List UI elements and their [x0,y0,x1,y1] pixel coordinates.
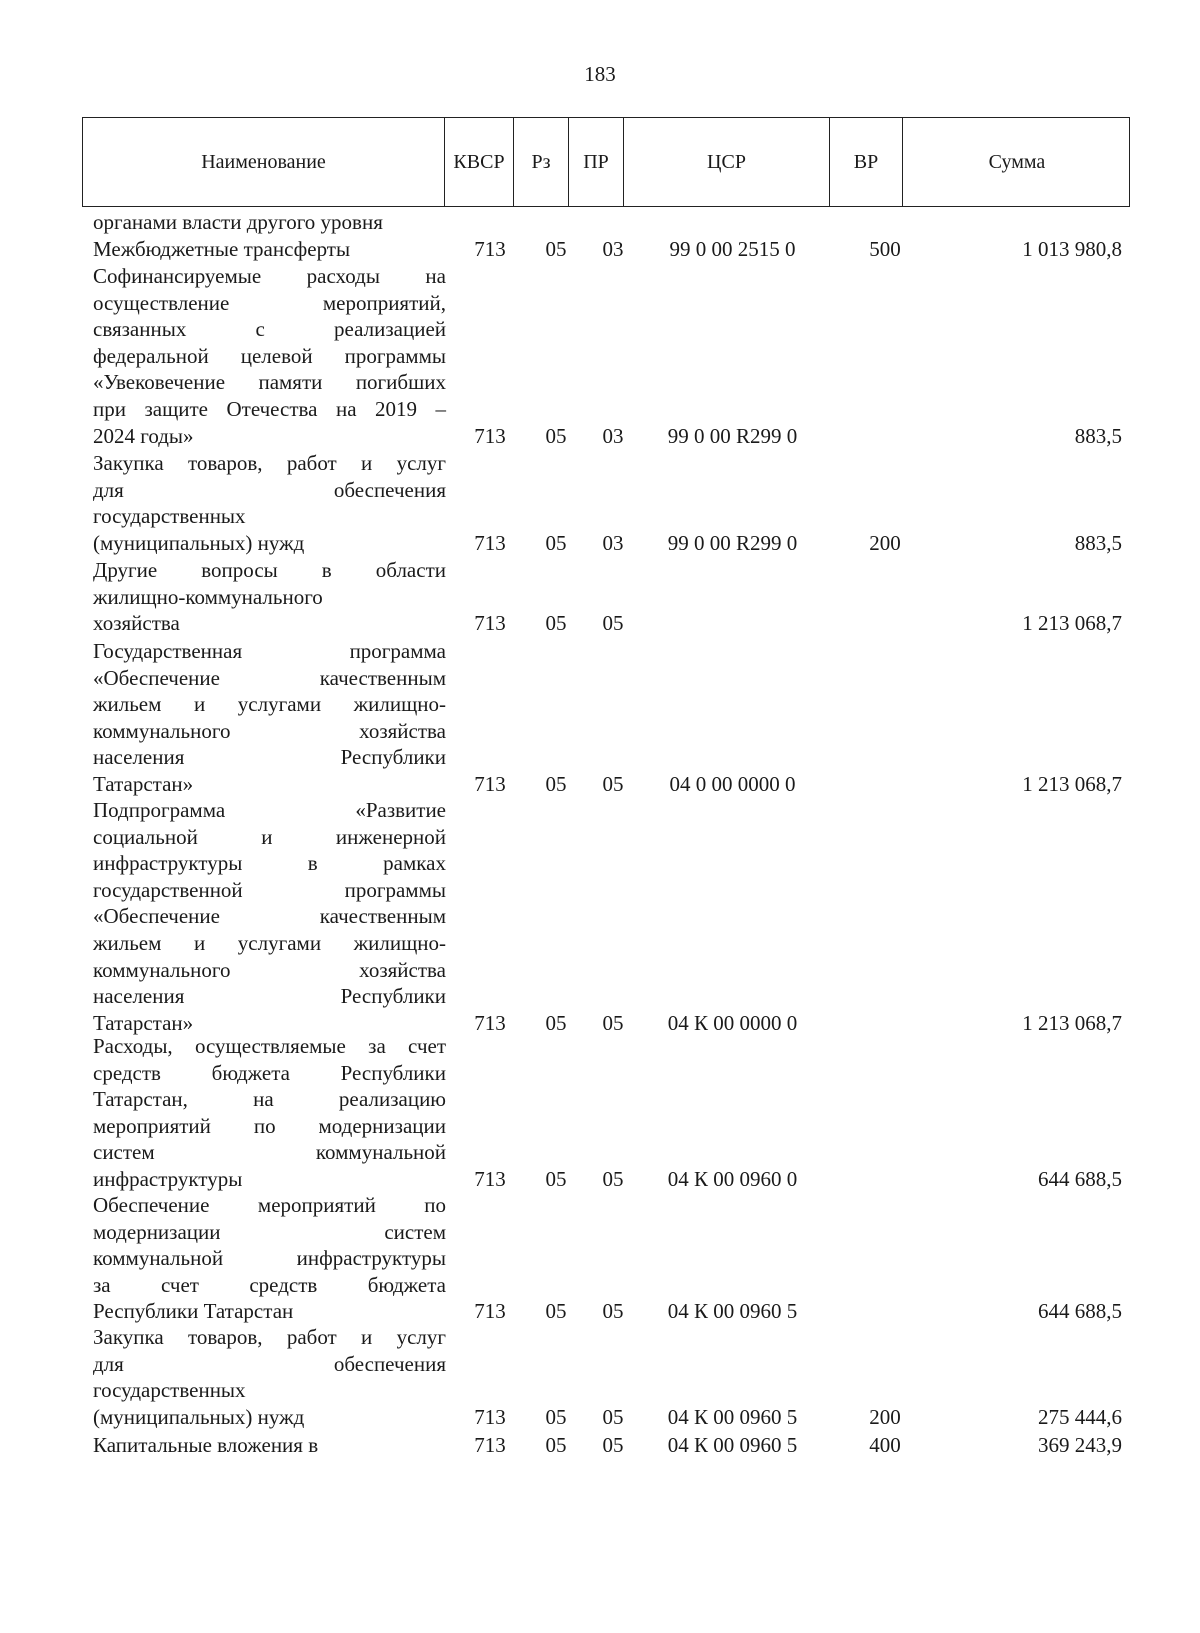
cell-kvsr: 713 [474,423,506,448]
cell-vr: 500 [869,237,901,261]
table-row [0,1192,1200,1325]
cell-csr: 04 К 00 0960 5 [667,1433,798,1457]
header-csr: ЦСР [623,118,829,206]
cell-vr: 200 [869,530,901,555]
row-name-line: жильем и услугами жилищно- [93,692,446,717]
page-number: 183 [584,62,616,86]
row-name-line: населения Республики [93,984,446,1009]
cell-pr: 05 [602,772,624,796]
row-name-line: социальной и инженерной [93,824,446,849]
cell-sum: 644 688,5 [1038,1167,1122,1191]
table-row [0,797,1200,1036]
row-name-line: Софинансируемые расходы на [93,264,446,288]
row-name-line: государственных [93,1378,246,1403]
table-row [0,638,1200,798]
table-row [0,263,1200,449]
cell-pr: 05 [602,611,624,636]
row-name [93,638,446,798]
row-name-line: Татарстан» [93,771,194,796]
row-name [93,1324,446,1430]
row-name-line: Республики Татарстан [93,1299,294,1324]
table-row [0,236,1200,263]
row-name-line: мероприятий по модернизации [93,1113,446,1138]
header-kvsr: КВСР [444,118,513,206]
header-name: Наименование [201,150,326,173]
row-name [93,1192,446,1325]
cell-sum: 1 213 068,7 [1022,611,1122,636]
cell-csr: 04 К 00 0960 5 [667,1404,798,1429]
row-name [93,557,446,637]
cell-csr: 04 0 00 0000 0 [669,772,796,796]
row-name-line: для обеспечения [93,1351,446,1376]
cell-kvsr: 713 [474,611,506,636]
cell-sum: 1 213 068,7 [1022,1010,1122,1035]
header-rz: Рз [513,118,568,206]
row-name [93,209,446,236]
cell-csr: 99 0 00 R299 0 [667,530,798,555]
row-name-line: Подпрограмма «Развитие [93,798,446,822]
cell-rz: 05 [545,423,567,448]
cell-pr: 03 [602,423,624,448]
cell-csr: 04 К 00 0960 0 [667,1167,798,1191]
cell-csr: 99 0 00 2515 0 [669,237,796,261]
cell-kvsr: 713 [474,237,506,261]
cell-rz: 05 [545,611,567,636]
cell-pr: 05 [602,1167,624,1191]
cell-kvsr: 713 [474,530,506,555]
row-name-line: жильем и услугами жилищно- [93,930,446,955]
cell-kvsr: 713 [474,1010,506,1035]
cell-sum: 883,5 [1074,423,1122,448]
table-header [82,117,1130,207]
row-name-line: средств бюджета Республики [93,1060,446,1085]
row-name-line: Межбюджетные трансферты [93,237,351,261]
table-row [0,209,1200,236]
row-name-line: (муниципальных) нужд [93,1404,305,1429]
row-name-line: 2024 годы» [93,423,194,448]
row-name [93,797,446,1036]
cell-rz: 05 [545,530,567,555]
cell-csr: 04 К 00 0000 0 [667,1010,798,1035]
cell-sum: 1 013 980,8 [1022,237,1122,261]
row-name-line: Капитальные вложения в [93,1433,319,1457]
cell-rz: 05 [545,1299,567,1324]
row-name [93,236,446,263]
row-name-line: Другие вопросы в области [93,558,446,582]
row-name-line: связанных с реализацией [93,317,446,342]
cell-sum: 883,5 [1074,530,1122,555]
row-name-line: Татарстан, на реализацию [93,1087,446,1112]
row-name-line: государственной программы [93,877,446,902]
row-name-line: Расходы, осуществляемые за счет [93,1034,446,1058]
row-name-line: «Увековечение памяти погибших [93,370,446,395]
row-name-line: «Обеспечение качественным [93,665,446,690]
row-name-line: Обеспечение мероприятий по [93,1193,446,1217]
row-name-line: инфраструктуры [93,1166,243,1191]
cell-pr: 05 [602,1433,624,1457]
row-name-line: Государственная программа [93,639,446,663]
row-name-line: государственных [93,504,246,529]
table-row [0,450,1200,556]
cell-sum: 1 213 068,7 [1022,772,1122,796]
row-name [93,1033,446,1193]
cell-sum: 644 688,5 [1038,1299,1122,1324]
header-pr: ПР [568,118,623,206]
row-name-line: для обеспечения [93,477,446,502]
row-name-line: систем коммунальной [93,1140,446,1165]
row-name [93,263,446,449]
cell-rz: 05 [545,1404,567,1429]
row-name-line: населения Республики [93,745,446,770]
header-sum: Сумма [902,118,1131,206]
row-name-line: органами власти другого уровня [93,210,383,234]
table-row [0,1033,1200,1193]
cell-vr: 400 [869,1433,901,1457]
row-name-line: Закупка товаров, работ и услуг [93,451,446,475]
row-name-line: коммунального хозяйства [93,718,446,743]
cell-rz: 05 [545,237,567,261]
table-row [0,557,1200,637]
header-vr: ВР [829,118,902,206]
cell-pr: 05 [602,1010,624,1035]
row-name-line: осуществление мероприятий, [93,290,446,315]
cell-sum: 275 444,6 [1038,1404,1122,1429]
row-name-line: за счет средств бюджета [93,1272,446,1297]
cell-rz: 05 [545,1167,567,1191]
row-name-line: коммунального хозяйства [93,957,446,982]
row-name-line: Закупка товаров, работ и услуг [93,1325,446,1349]
row-name-line: хозяйства [93,611,180,636]
cell-vr: 200 [869,1404,901,1429]
row-name-line: федеральной целевой программы [93,343,446,368]
cell-kvsr: 713 [474,772,506,796]
cell-pr: 03 [602,237,624,261]
cell-pr: 05 [602,1404,624,1429]
table-row [0,1324,1200,1430]
row-name-line: инфраструктуры в рамках [93,851,446,876]
row-name-line: коммунальной инфраструктуры [93,1246,446,1271]
cell-csr: 99 0 00 R299 0 [667,423,798,448]
cell-kvsr: 713 [474,1404,506,1429]
cell-rz: 05 [545,1010,567,1035]
cell-kvsr: 713 [474,1167,506,1191]
row-name-line: Татарстан» [93,1010,194,1035]
table-row [0,1432,1200,1459]
cell-rz: 05 [545,1433,567,1457]
cell-csr: 04 К 00 0960 5 [667,1299,798,1324]
cell-sum: 369 243,9 [1038,1433,1122,1457]
cell-kvsr: 713 [474,1299,506,1324]
row-name-line: при защите Отечества на 2019 – [93,396,446,421]
cell-rz: 05 [545,772,567,796]
row-name [93,1432,446,1459]
row-name-line: «Обеспечение качественным [93,904,446,929]
row-name [93,450,446,556]
cell-kvsr: 713 [474,1433,506,1457]
cell-pr: 05 [602,1299,624,1324]
row-name-line: жилищно-коммунального [93,584,323,609]
row-name-line: модернизации систем [93,1219,446,1244]
cell-pr: 03 [602,530,624,555]
row-name-line: (муниципальных) нужд [93,530,305,555]
